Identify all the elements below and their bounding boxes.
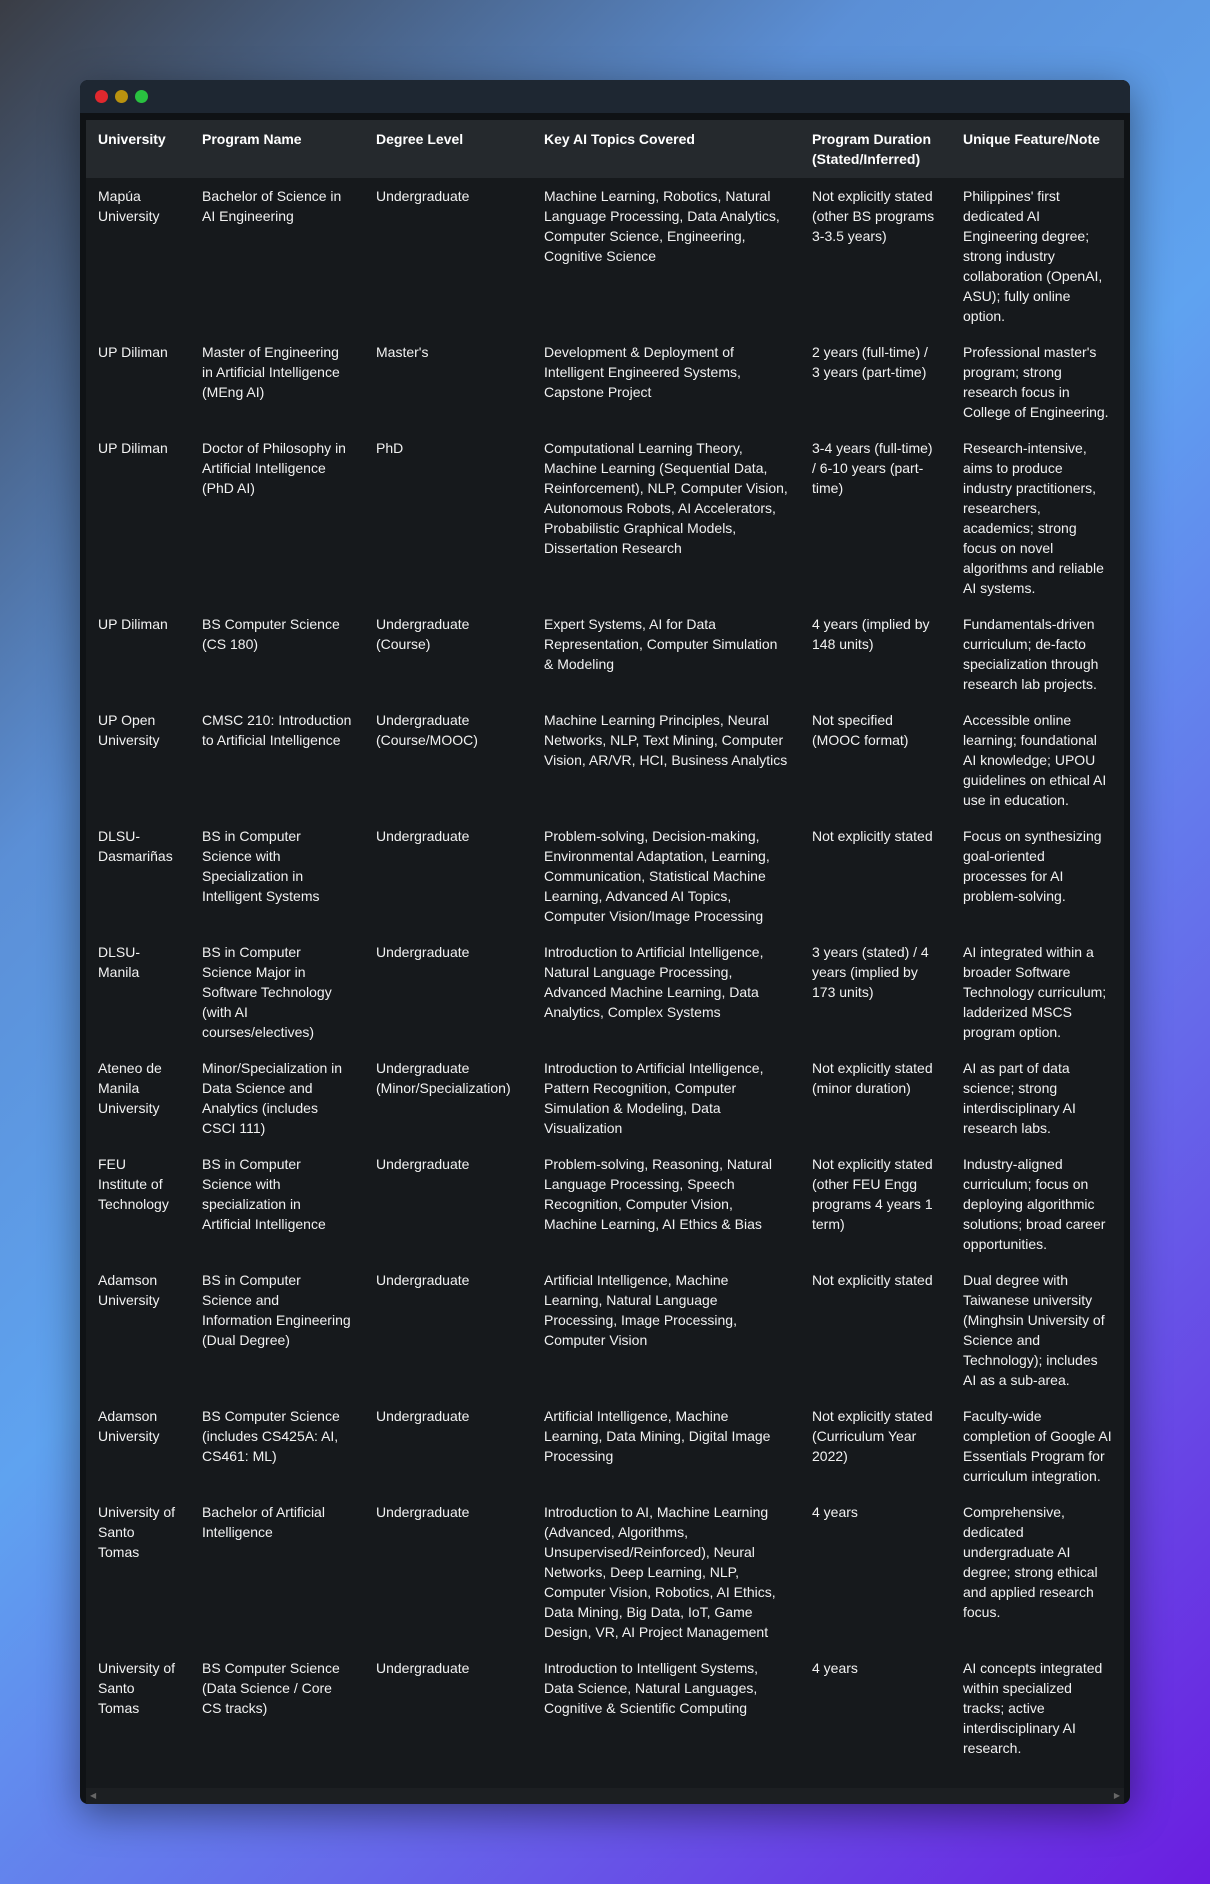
cell-program-name: Doctor of Philosophy in Artificial Intelligence (PhD AI) bbox=[202, 440, 346, 496]
table-row bbox=[86, 334, 1124, 430]
cell-program-duration: 4 years bbox=[812, 1504, 858, 1520]
cell-unique-feature: Fundamentals-driven curriculum; de-facto specialization through research lab projects. bbox=[963, 616, 1099, 692]
cell-program-duration: Not explicitly stated (minor duration) bbox=[812, 1060, 933, 1096]
cell-university: FEU Institute of Technology bbox=[98, 1156, 169, 1212]
cell-key-ai-topics: Introduction to Intelligent Systems, Data Science, Natural Languages, Cognitive & Scientific Computing bbox=[544, 1660, 758, 1716]
cell-program-name: BS in Computer Science Major in Software Technology (with AI courses/electives) bbox=[202, 944, 332, 1040]
cell-university: UP Open University bbox=[98, 712, 160, 748]
cell-key-ai-topics: Expert Systems, AI for Data Representation, Computer Simulation & Modeling bbox=[544, 616, 778, 672]
cell-program-name: BS Computer Science (Data Science / Core CS tracks) bbox=[202, 1660, 340, 1716]
cell-unique-feature: Faculty-wide completion of Google AI Essentials Program for curriculum integration. bbox=[963, 1408, 1112, 1484]
cell-program-name: Bachelor of Science in AI Engineering bbox=[202, 188, 342, 224]
cell-key-ai-topics: Artificial Intelligence, Machine Learning, Natural Language Processing, Image Processing, Computer Vision bbox=[544, 1272, 737, 1348]
cell-key-ai-topics: Development & Deployment of Intelligent Engineered Systems, Capstone Project bbox=[544, 344, 741, 400]
cell-university: UP Diliman bbox=[98, 616, 168, 632]
cell-program-name: Bachelor of Artificial Intelligence bbox=[202, 1504, 325, 1540]
cell-unique-feature: Philippines' first dedicated AI Engineering degree; strong industry collaboration (OpenAI, ASU); fully online option. bbox=[963, 188, 1103, 324]
cell-degree-level: Undergraduate bbox=[376, 944, 470, 960]
cell-unique-feature: AI concepts integrated within specialized tracks; active interdisciplinary AI research. bbox=[963, 1660, 1103, 1756]
cell-university: Adamson University bbox=[98, 1408, 160, 1444]
cell-program-duration: 3 years (stated) / 4 years (implied by 173 units) bbox=[812, 944, 929, 1000]
cell-program-name: BS in Computer Science and Information Engineering (Dual Degree) bbox=[202, 1272, 351, 1348]
cell-program-duration: 4 years (implied by 148 units) bbox=[812, 616, 930, 652]
browser-window bbox=[80, 80, 1130, 1804]
header-program-duration: Program Duration (Stated/Inferred) bbox=[812, 131, 932, 167]
cell-degree-level: Undergraduate bbox=[376, 188, 470, 204]
cell-key-ai-topics: Problem-solving, Decision-making, Environmental Adaptation, Learning, Communication, Statistical Machine Learning, Advanced AI Topics, Computer Vision/Image Processing bbox=[544, 828, 770, 924]
header-key-ai-topics: Key AI Topics Covered bbox=[544, 131, 695, 147]
cell-university: University of Santo Tomas bbox=[98, 1504, 176, 1560]
table-row bbox=[86, 178, 1124, 334]
table-row bbox=[86, 606, 1124, 702]
cell-degree-level: Undergraduate bbox=[376, 1156, 470, 1172]
cell-university: UP Diliman bbox=[98, 344, 168, 360]
cell-program-name: Master of Engineering in Artificial Intelligence (MEng AI) bbox=[202, 344, 340, 400]
cell-degree-level: PhD bbox=[376, 440, 404, 456]
cell-unique-feature: Comprehensive, dedicated undergraduate AI degree; strong ethical and applied research focus. bbox=[963, 1504, 1098, 1620]
table-row bbox=[86, 1262, 1124, 1398]
header-degree-level: Degree Level bbox=[376, 131, 464, 147]
table-row bbox=[86, 702, 1124, 818]
window-titlebar bbox=[80, 80, 1130, 113]
cell-program-duration: Not specified (MOOC format) bbox=[812, 712, 909, 748]
cell-key-ai-topics: Artificial Intelligence, Machine Learning, Data Mining, Digital Image Processing bbox=[544, 1408, 771, 1464]
cell-unique-feature: AI as part of data science; strong interdisciplinary AI research labs. bbox=[963, 1060, 1076, 1136]
programs-table bbox=[86, 120, 1124, 1766]
cell-program-duration: Not explicitly stated (other FEU Engg programs 4 years 1 term) bbox=[812, 1156, 933, 1232]
cell-program-name: CMSC 210: Introduction to Artificial Intelligence bbox=[202, 712, 352, 748]
cell-program-name: Minor/Specialization in Data Science and Analytics (includes CSCI 111) bbox=[202, 1060, 343, 1136]
cell-program-name: BS in Computer Science with specialization in Artificial Intelligence bbox=[202, 1156, 326, 1232]
close-window-button[interactable] bbox=[95, 90, 108, 103]
table-body bbox=[86, 178, 1124, 1766]
table-row bbox=[86, 1494, 1124, 1650]
cell-unique-feature: Professional master's program; strong research focus in College of Engineering. bbox=[963, 344, 1109, 420]
scroll-right-arrow-icon[interactable]: ▶ bbox=[1113, 1791, 1120, 1800]
horizontal-scrollbar[interactable] bbox=[86, 1788, 1124, 1804]
cell-university: Adamson University bbox=[98, 1272, 160, 1308]
cell-program-name: BS in Computer Science with Specialization in Intelligent Systems bbox=[202, 828, 320, 904]
table-row bbox=[86, 1398, 1124, 1494]
cell-key-ai-topics: Introduction to Artificial Intelligence, Pattern Recognition, Computer Simulation & Modeling, Data Visualization bbox=[544, 1060, 764, 1136]
cell-degree-level: Undergraduate bbox=[376, 1660, 470, 1676]
cell-unique-feature: AI integrated within a broader Software Technology curriculum; ladderized MSCS program option. bbox=[963, 944, 1107, 1040]
cell-program-duration: 3-4 years (full-time) / 6-10 years (part-time) bbox=[812, 440, 933, 496]
table-row bbox=[86, 1146, 1124, 1262]
cell-degree-level: Undergraduate bbox=[376, 1504, 470, 1520]
cell-program-name: BS Computer Science (includes CS425A: AI, CS461: ML) bbox=[202, 1408, 340, 1464]
cell-unique-feature: Industry-aligned curriculum; focus on deploying algorithmic solutions; broad career opportunities. bbox=[963, 1156, 1106, 1252]
cell-program-duration: Not explicitly stated bbox=[812, 828, 933, 844]
cell-key-ai-topics: Machine Learning, Robotics, Natural Language Processing, Data Analytics, Computer Science, Engineering, Cognitive Science bbox=[544, 188, 780, 264]
cell-degree-level: Undergraduate (Course/MOOC) bbox=[376, 712, 478, 748]
header-program-name: Program Name bbox=[202, 131, 302, 147]
cell-program-duration: 4 years bbox=[812, 1660, 858, 1676]
cell-university: Ateneo de Manila University bbox=[98, 1060, 162, 1116]
cell-degree-level: Master's bbox=[376, 344, 429, 360]
cell-degree-level: Undergraduate bbox=[376, 1272, 470, 1288]
table-row bbox=[86, 934, 1124, 1050]
header-university: University bbox=[98, 131, 166, 147]
scroll-left-arrow-icon[interactable]: ◀ bbox=[90, 1791, 97, 1800]
table-row bbox=[86, 430, 1124, 606]
table-row bbox=[86, 1650, 1124, 1766]
cell-program-duration: Not explicitly stated (Curriculum Year 2022) bbox=[812, 1408, 933, 1464]
cell-university: University of Santo Tomas bbox=[98, 1660, 176, 1716]
cell-degree-level: Undergraduate bbox=[376, 1408, 470, 1424]
minimize-window-button[interactable] bbox=[115, 90, 128, 103]
cell-key-ai-topics: Problem-solving, Reasoning, Natural Language Processing, Speech Recognition, Computer Vision, Machine Learning, AI Ethics & Bias bbox=[544, 1156, 772, 1232]
cell-program-duration: Not explicitly stated bbox=[812, 1272, 933, 1288]
cell-program-duration: Not explicitly stated (other BS programs 3-3.5 years) bbox=[812, 188, 935, 244]
table-row bbox=[86, 818, 1124, 934]
cell-key-ai-topics: Machine Learning Principles, Neural Networks, NLP, Text Mining, Computer Vision, AR/VR, HCI, Business Analytics bbox=[544, 712, 788, 768]
cell-degree-level: Undergraduate bbox=[376, 828, 470, 844]
table-header-row bbox=[86, 120, 1124, 178]
cell-degree-level: Undergraduate (Minor/Specialization) bbox=[376, 1060, 511, 1096]
cell-unique-feature: Research-intensive, aims to produce industry practitioners, researchers, academics; strong focus on novel algorithms and reliable AI systems. bbox=[963, 440, 1104, 596]
cell-degree-level: Undergraduate (Course) bbox=[376, 616, 470, 652]
cell-unique-feature: Accessible online learning; foundational AI knowledge; UPOU guidelines on ethical AI use in education. bbox=[963, 712, 1107, 808]
cell-key-ai-topics: Introduction to Artificial Intelligence, Natural Language Processing, Advanced Machine Learning, Data Analytics, Complex Systems bbox=[544, 944, 764, 1020]
cell-key-ai-topics: Computational Learning Theory, Machine Learning (Sequential Data, Reinforcement), NLP, Computer Vision, Autonomous Robots, AI Accelerators, Probabilistic Graphical Models, Dissertation Research bbox=[544, 440, 788, 556]
cell-university: UP Diliman bbox=[98, 440, 168, 456]
table-row bbox=[86, 1050, 1124, 1146]
cell-university: DLSU-Dasmariñas bbox=[98, 828, 173, 864]
cell-university: DLSU-Manila bbox=[98, 944, 141, 980]
cell-university: Mapúa University bbox=[98, 188, 160, 224]
cell-unique-feature: Dual degree with Taiwanese university (Minghsin University of Science and Technology); includes AI as a sub-area. bbox=[963, 1272, 1105, 1388]
cell-program-duration: 2 years (full-time) / 3 years (part-time) bbox=[812, 344, 928, 380]
table-container[interactable] bbox=[86, 120, 1124, 1788]
maximize-window-button[interactable] bbox=[135, 90, 148, 103]
cell-key-ai-topics: Introduction to AI, Machine Learning (Advanced, Algorithms, Unsupervised/Reinforced), Neural Networks, Deep Learning, NLP, Computer Vision, Robotics, AI Ethics, Data Mining, Big Data, IoT, Game Design, VR, AI Project Management bbox=[544, 1504, 776, 1640]
header-unique-feature: Unique Feature/Note bbox=[963, 131, 1100, 147]
cell-program-name: BS Computer Science (CS 180) bbox=[202, 616, 340, 652]
cell-unique-feature: Focus on synthesizing goal-oriented processes for AI problem-solving. bbox=[963, 828, 1102, 904]
